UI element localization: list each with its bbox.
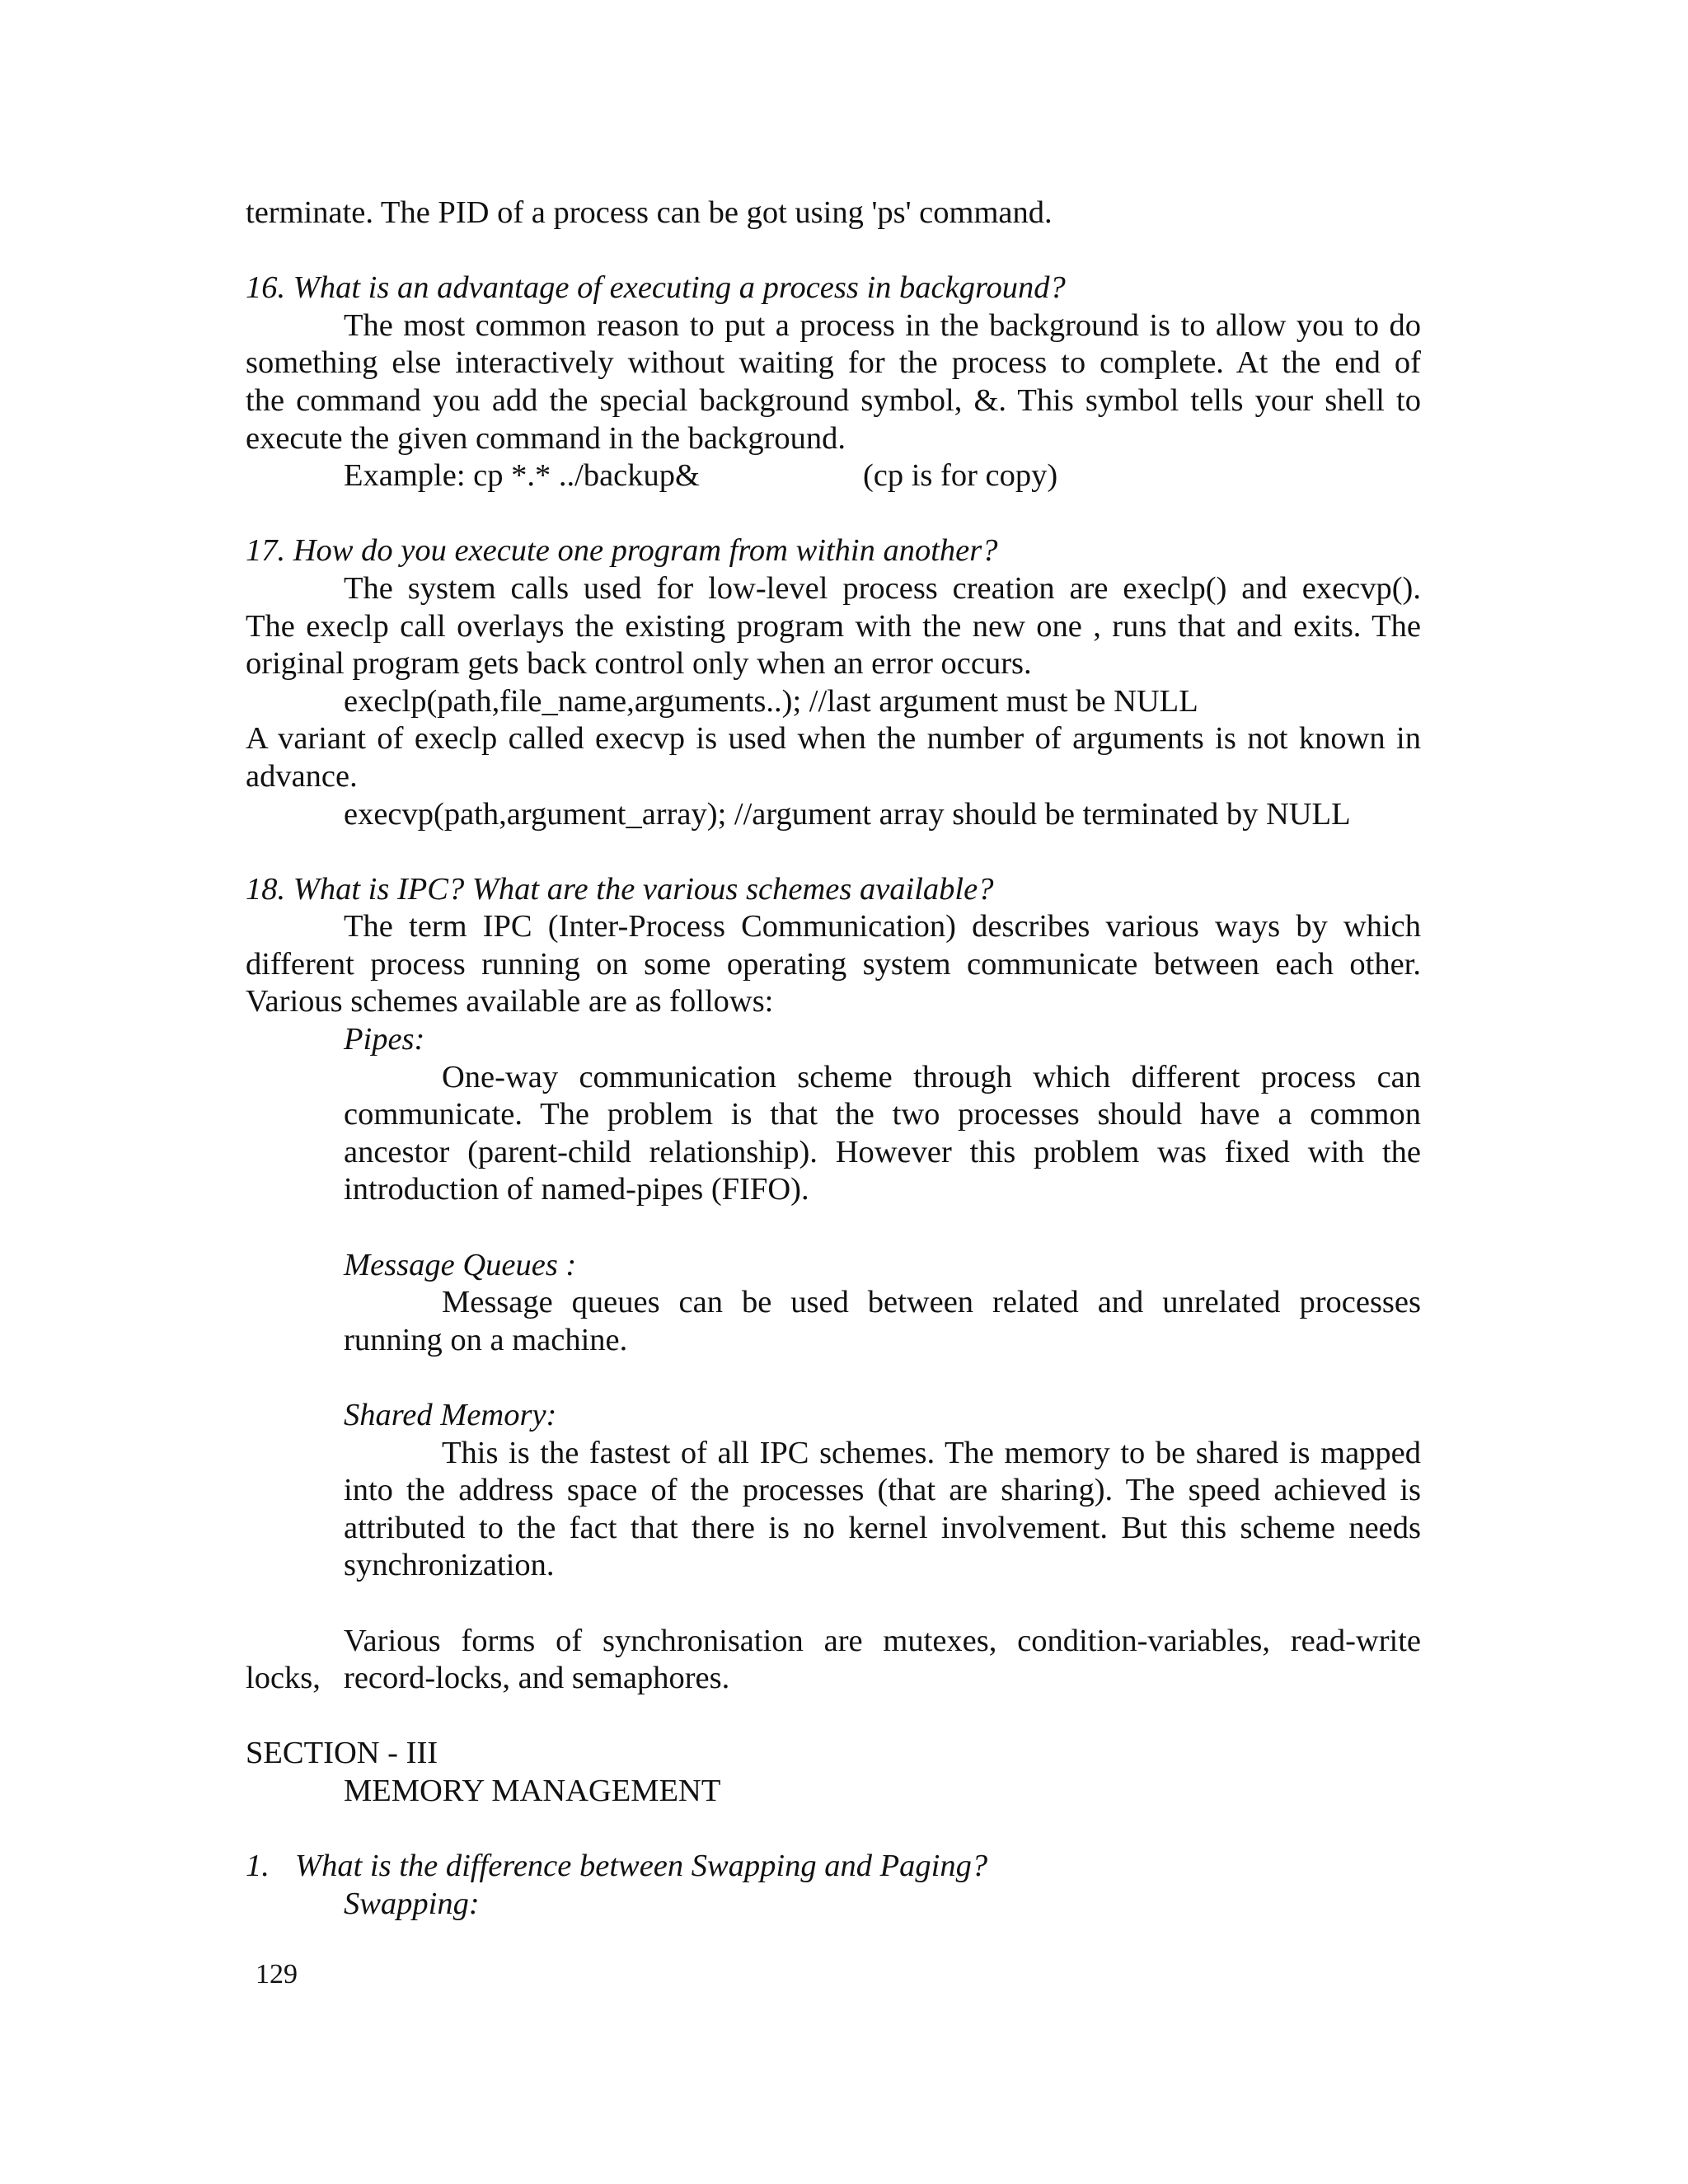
question-17: 17. How do you execute one program from within another? bbox=[246, 533, 998, 569]
message-queues-line-2: running on a machine. bbox=[344, 1322, 628, 1357]
sync-lead-word: locks, bbox=[246, 1661, 321, 1696]
message-queues-line-1: Message queues can be used between related and unrelated processes bbox=[442, 1285, 1421, 1320]
message-queues-heading: Message Queues : bbox=[344, 1247, 577, 1282]
document-page bbox=[246, 194, 1421, 1923]
q17-code-execlp: execlp(path,file_name,arguments..); //last argument must be NULL bbox=[344, 683, 1198, 719]
pipes-line-2: communicate. The problem is that the two processes should have a common bbox=[344, 1097, 1421, 1132]
q16-answer-line-4: execute the given command in the background. bbox=[246, 420, 846, 456]
sync-line-2-text: record-locks, and semaphores. bbox=[344, 1661, 730, 1696]
ipc-message-queues-block bbox=[246, 1247, 1421, 1360]
q16-answer-line-2: something else interactively without waiting for the process to complete. At the end of bbox=[246, 345, 1421, 381]
shared-memory-line-2: into the address space of the processes (that are sharing). The speed achieved is bbox=[344, 1473, 1421, 1508]
sync-line-2 bbox=[246, 1660, 1421, 1698]
ipc-pipes-block bbox=[246, 1021, 1421, 1209]
q18-answer-line-2: different process running on some operating system communicate between each other. bbox=[246, 946, 1421, 982]
q16-example-command: Example: cp *.* ../backup& bbox=[344, 458, 700, 494]
shared-memory-line-1: This is the fastest of all IPC schemes. The memory to be shared is mapped bbox=[442, 1435, 1421, 1470]
q16-example bbox=[246, 457, 1421, 495]
section-title: MEMORY MANAGEMENT bbox=[344, 1773, 721, 1808]
q18-answer-line-1: The term IPC (Inter-Process Communication) describes various ways by which bbox=[344, 909, 1421, 944]
shared-memory-line-3: attributed to the fact that there is no kernel involvement. But this scheme needs bbox=[344, 1510, 1421, 1545]
q17-answer-line-2: The execlp call overlays the existing program with the new one , runs that and exits. The bbox=[246, 608, 1421, 644]
question-1 bbox=[246, 1848, 1421, 1886]
q17-answer-line-1: The system calls used for low-level process creation are execlp() and execvp(). bbox=[344, 570, 1421, 606]
sync-line-1: Various forms of synchronisation are mutexes, condition-variables, read-write bbox=[344, 1623, 1421, 1658]
q16-answer-line-3: the command you add the special background symbol, &. This symbol tells your shell to bbox=[246, 382, 1421, 418]
question-1-number: 1. bbox=[246, 1849, 270, 1884]
pipes-line-4: introduction of named-pipes (FIFO). bbox=[344, 1172, 809, 1207]
pipes-line-1: One-way communication scheme through which different process can bbox=[442, 1059, 1421, 1094]
page-number: 129 bbox=[256, 1959, 298, 1990]
question-1-text: What is the difference between Swapping and Paging? bbox=[295, 1849, 988, 1884]
pipes-heading: Pipes: bbox=[344, 1022, 425, 1057]
shared-memory-line-4: synchronization. bbox=[344, 1548, 555, 1583]
question-16: 16. What is an advantage of executing a process in background? bbox=[246, 270, 1066, 306]
q17-variant-end: advance. bbox=[246, 758, 358, 794]
ipc-shared-memory-block bbox=[246, 1397, 1421, 1585]
q16-answer-line-1: The most common reason to put a process in the background is to allow you to do bbox=[344, 307, 1421, 343]
shared-memory-heading: Shared Memory: bbox=[344, 1398, 557, 1432]
swapping-heading: Swapping: bbox=[344, 1886, 480, 1921]
pipes-line-3: ancestor (parent-child relationship). However this problem was fixed with the bbox=[344, 1134, 1421, 1169]
q17-answer-line-3: original program gets back control only when an error occurs. bbox=[246, 646, 1032, 682]
intro-line: terminate. The PID of a process can be got using 'ps' command. bbox=[246, 195, 1053, 230]
q17-code-execvp: execvp(path,argument_array); //argument array should be terminated by NULL bbox=[344, 796, 1351, 832]
q16-example-note: (cp is for copy) bbox=[862, 458, 1058, 494]
q17-variant-line: A variant of execlp called execvp is used when the number of arguments is not known in bbox=[246, 721, 1421, 757]
q18-answer-line-3: Various schemes available are as follows: bbox=[246, 984, 774, 1019]
section-label: SECTION - III bbox=[246, 1736, 438, 1771]
question-18: 18. What is IPC? What are the various schemes available? bbox=[246, 871, 994, 907]
